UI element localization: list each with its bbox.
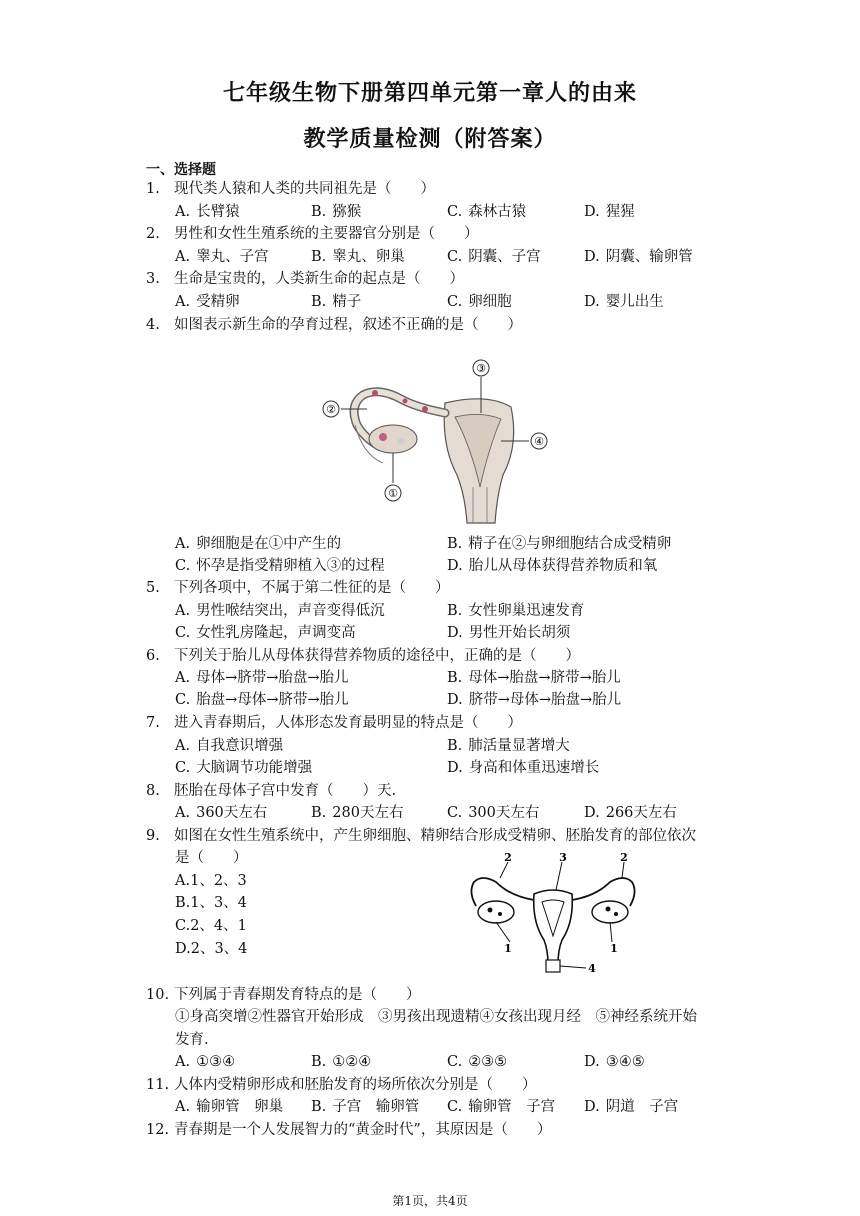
option-c: C. 女性乳房隆起，声调变高 <box>175 625 356 641</box>
question-9-stem-cont: 是（ ） <box>175 850 248 866</box>
question-8: 8. 胚胎在母体子宫中发育（ ）天. <box>146 783 397 799</box>
question-5: 5. 下列各项中，不属于第二性征的是（ ） <box>146 580 450 596</box>
leader-line-1-left <box>496 922 510 942</box>
leader-line-4 <box>560 966 586 968</box>
leader-line-1-right <box>610 922 612 942</box>
option-b: B. 猕猴 <box>311 204 362 220</box>
question-1: 1. 现代类人猿和人类的共同祖先是（ ） <box>146 181 435 197</box>
figure-label-2-left: 2 <box>504 852 512 864</box>
option-b: B. 睾丸、卵巢 <box>311 249 405 265</box>
page-subtitle: 教学质量检测（附答案） <box>303 126 557 152</box>
option-c: C. 怀孕是指受精卵植入③的过程 <box>175 558 385 574</box>
figure-label-3: 3 <box>559 852 567 864</box>
page-title: 七年级生物下册第四单元第一章人的由来 <box>222 80 637 106</box>
reproductive-system-figure-4 <box>305 355 555 525</box>
option-a: A. 睾丸、子宫 <box>175 249 269 265</box>
question-2: 2. 男性和女性生殖系统的主要器官分别是（ ） <box>146 226 479 242</box>
option-d: D. 脐带→母体→胎盘→胎儿 <box>447 692 622 708</box>
option-c: C. 森林古猿 <box>447 204 527 220</box>
option-d: D. 猩猩 <box>584 204 635 220</box>
question-3: 3. 生命是宝贵的，人类新生命的起点是（ ） <box>146 271 464 287</box>
figure-label-1-left: 1 <box>504 942 512 955</box>
question-10: 10. 下列属于青春期发育特点的是（ ） <box>146 987 421 1003</box>
question-10-stem-cont: ①身高突增②性器官开始形成 ③男孩出现遗精④女孩出现月经 ⑤神经系统开始 <box>175 1009 697 1025</box>
option-a: A. 受精卵 <box>175 294 240 310</box>
option-b: B. ①②④ <box>311 1054 372 1070</box>
question-10-stem-cont2: 发育. <box>175 1032 209 1048</box>
uterus-shape <box>444 399 513 523</box>
figure-label-1-right: 1 <box>610 942 618 955</box>
option-d: D. 266天左右 <box>584 805 677 821</box>
option-d: D. 婴儿出生 <box>584 294 664 310</box>
figure-label-3 <box>473 360 489 376</box>
option-b: B. 女性卵巢迅速发育 <box>447 603 585 619</box>
figure-label-2 <box>323 401 339 417</box>
option-d: D. 胎儿从母体获得营养物质和氧 <box>447 558 658 574</box>
option-d: D. 身高和体重迅速增长 <box>447 760 600 776</box>
option-b: B. 精子 <box>311 294 362 310</box>
svg-text:③: ③ <box>476 362 486 375</box>
question-7: 7. 进入青春期后，人体形态发育最明显的特点是（ ） <box>146 715 522 731</box>
option-b: B. 280天左右 <box>311 805 404 821</box>
option-d: D. 阴囊、输卵管 <box>584 249 693 265</box>
figure-label-4: 4 <box>588 962 596 975</box>
leader-line-2-left <box>500 862 508 878</box>
option-d: D. ③④⑤ <box>584 1054 645 1070</box>
option-c: C. 大脑调节功能增强 <box>175 760 313 776</box>
option-b: B. 母体→胎盘→脐带→胎儿 <box>447 670 621 686</box>
question-9: 9. 如图在女性生殖系统中，产生卵细胞、精卵结合形成受精卵、胚胎发育的部位依次 <box>146 828 696 844</box>
option-b: B. 子宫 输卵管 <box>311 1099 420 1115</box>
option-a: A. 自我意识增强 <box>175 738 284 754</box>
option-c: C. ②③⑤ <box>447 1054 508 1070</box>
option-b: B. 肺活量显著增大 <box>447 738 570 754</box>
option-a: A. ①③④ <box>175 1054 236 1070</box>
question-9-option-c: C.2、4、1 <box>175 918 247 934</box>
option-a: A. 长臂猿 <box>175 204 240 220</box>
option-a: A. 卵细胞是在①中产生的 <box>175 536 342 552</box>
section-heading: 一、选择题 <box>146 162 216 178</box>
question-9-option-b: B.1、3、4 <box>175 895 247 911</box>
question-4: 4. 如图表示新生命的孕育过程，叙述不正确的是（ ） <box>146 317 522 333</box>
option-d: D. 阴道 子宫 <box>584 1099 679 1115</box>
page-footer: 第1页，共4页 <box>392 1194 468 1208</box>
question-9-option-d: D.2、3、4 <box>175 941 248 957</box>
svg-text:①: ① <box>388 487 398 500</box>
question-11: 11. 人体内受精卵形成和胚胎发育的场所依次分别是（ ） <box>146 1077 537 1093</box>
figure-label-1 <box>385 485 401 501</box>
question-12: 12. 青春期是一个人发展智力的“黄金时代”，其原因是（ ） <box>146 1122 552 1138</box>
question-9-option-a: A.1、2、3 <box>175 873 247 889</box>
option-a: A. 男性喉结突出，声音变得低沉 <box>175 603 385 619</box>
option-c: C. 输卵管 子宫 <box>447 1099 556 1115</box>
figure-label-2-right: 2 <box>620 852 628 864</box>
option-b: B. 精子在②与卵细胞结合成受精卵 <box>447 536 672 552</box>
figure-label-4 <box>531 433 547 449</box>
leader-line-2-right <box>622 862 624 878</box>
option-c: C. 阴囊、子宫 <box>447 249 541 265</box>
option-c: C. 胎盘→母体→脐带→胎儿 <box>175 692 349 708</box>
option-c: C. 卵细胞 <box>447 294 512 310</box>
leader-line-3 <box>556 862 562 890</box>
option-c: C. 300天左右 <box>447 805 540 821</box>
option-d: D. 男性开始长胡须 <box>447 625 571 641</box>
question-6: 6. 下列关于胎儿从母体获得营养物质的途径中，正确的是（ ） <box>146 648 580 664</box>
reproductive-system-figure-9 <box>462 852 644 976</box>
svg-text:④: ④ <box>534 435 544 448</box>
option-a: A. 输卵管 卵巢 <box>175 1099 284 1115</box>
option-a: A. 360天左右 <box>175 805 268 821</box>
option-a: A. 母体→脐带→胎盘→胎儿 <box>175 670 349 686</box>
svg-text:②: ② <box>326 403 336 416</box>
